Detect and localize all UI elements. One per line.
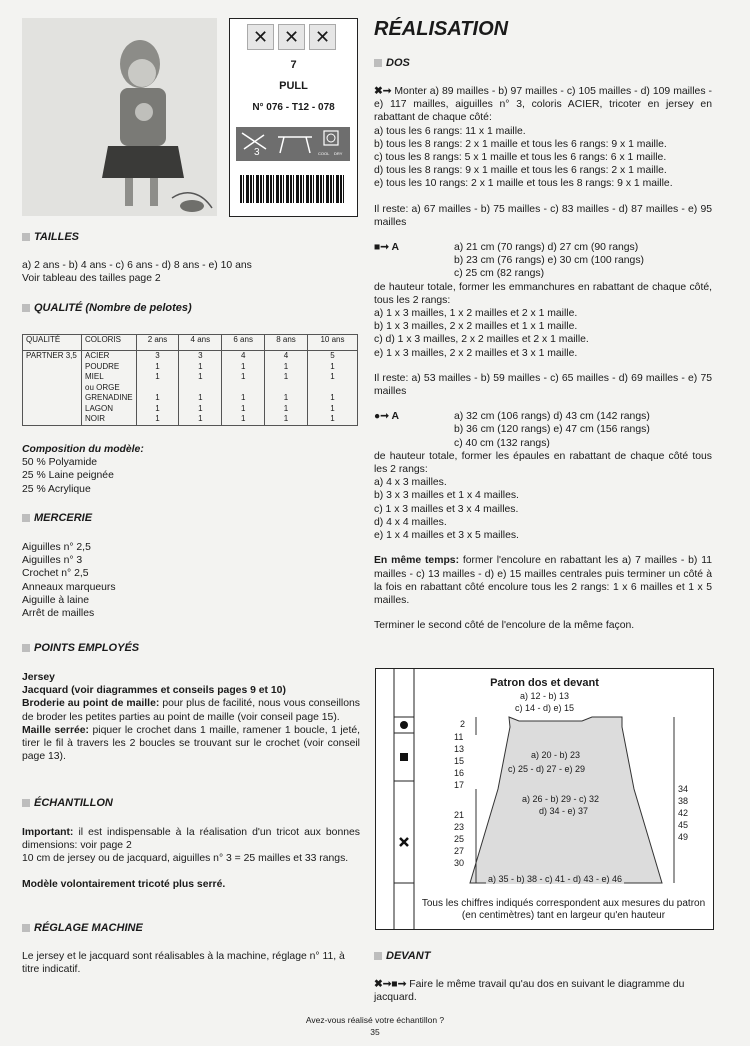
yarn-table: QUALITÉ COLORIS 2 ans 4 ans 6 ans 8 ans 10 ans PARTNER 3,5 ACIER POUDRE MIEL ou ORGE GRENADINE LAGON NOIR 3 1 1 1 1 1 3 1 1 1 1 1 4 1 1 1 1 1 4 1 1 1 1 1 5 1 1 1 1 1 [22,334,358,426]
schema-left-upper: 11 13 15 16 17 [454,732,465,790]
echantillon-heading: ÉCHANTILLON [22,797,113,809]
mercerie-heading: MERCERIE [22,512,92,524]
pattern-card [229,18,358,217]
mercerie-list: Aiguilles n° 2,5 Aiguilles n° 3 Crochet n° 2,5 Anneaux marqueurs Aiguille à laine Arrêt de mailles [22,542,116,620]
schema-low2: d) 34 - e) 37 [539,806,589,816]
schema-right: 34 38 42 45 49 [678,784,689,842]
square-icon: ■➞ [374,242,392,254]
dos-heading: DOS [374,57,410,69]
schema-bottom: a) 35 - b) 38 - c) 41 - d) 43 - e) 46 [488,874,623,884]
schema-top2: c) 14 - d) e) 15 [514,703,575,713]
needle-size: 3 [254,147,260,158]
card-reference: N° 076 - T12 - 078 [252,102,335,113]
care-label-2: DRY [334,151,343,156]
qualite-heading: QUALITÉ (Nombre de pelotes) [22,302,192,314]
care-icons [236,127,350,161]
cross-icon: ✖➞ [374,86,395,97]
devant-text: ✖➞■➞ Faire le même travail qu'au dos en suivant le diagramme du jacquard. [374,979,685,1004]
realisation-title: RÉALISATION [374,18,509,40]
combined-icons: ✖➞■➞ [374,979,410,990]
schema-title: Patron dos et devant [490,677,599,689]
schema-low1: a) 26 - b) 29 - c) 32 [522,794,600,804]
composition: Composition du modèle: 50 % Polyamide 25 % Laine peignée 25 % Acrylique [22,444,144,495]
schema-mid1: a) 20 - b) 23 [531,750,581,760]
model-photo [22,18,217,216]
schema-left-lower: 21 23 25 27 30 [454,810,465,868]
schema-top1: a) 12 - b) 13 [519,691,570,701]
points-text: Jersey Jacquard (voir diagrammes et conseils pages 9 et 10) Broderie au point de maille: pour plus de facilité, nous vous conseillons de broder les petites parties au point de maille (voir conseil page 15). Maille serrée: piquer le crochet dans 1 maille, ramener 1 boucle, 1 jeté, tirer le fil à travers les 2 boucles se trouvant sur le crochet (voir conseil page 13). [22,672,360,763]
needles-icon: ✕ ✕ ✕ [247,24,336,50]
reglage-heading: RÉGLAGE MACHINE [22,922,143,934]
card-number: 7 [290,59,297,71]
schema-mid2: c) 25 - d) 27 - e) 29 [508,764,586,774]
care-label-1: COOL [318,151,330,156]
devant-heading: DEVANT [374,950,430,962]
echantillon-text: Important: il est indispensable à la réalisation d'un tricot aux bonnes dimensions: voir page 2 10 cm de jersey ou de jacquard, aiguilles n° 3 = 25 mailles et 33 rangs. Modèle volontairement tricoté plus serré. [22,827,360,890]
dot-icon: ●➞ [374,411,392,423]
tailles-heading: TAILLES [22,231,79,243]
pattern-schema [375,668,714,930]
schema-small: 2 [460,719,466,729]
reglage-text: Le jersey et le jacquard sont réalisables à la machine, réglage n° 11, à titre indicatif. [22,951,345,976]
footer-question: Avez-vous réalisé votre échantillon ? [305,1015,445,1025]
barcode [240,175,346,203]
schema-caption: Tous les chiffres indiqués correspondent aux mesures du patron (en centimètres) tant en largeur qu'en hauteur [421,898,706,921]
points-heading: POINTS EMPLOYÉS [22,642,139,654]
dos-instructions: ✖➞ Monter a) 89 mailles - b) 97 mailles - c) 105 mailles - d) 109 mailles - e) 117 mailles, aiguilles n° 3, coloris ACIER, tricoter en jersey en rabattant de chaque côté: a) tous les 6 rangs: 11 x 1 maille. b) tous les 8 rangs: 2 x 1 maille et tous les 6 rangs: 9 x 1 maille. c) tous les 8 rangs: 5 x 1 maille et tous les 6 rangs: 6 x 1 maille. d) tous les 8 rangs: 9 x 1 maille et tous les 6 rangs: 2 x 1 maille. e) tous les 10 rangs: 2 x 1 maille et tous les 8 rangs: 9 x 1 maille. Il reste: a) 67 mailles - b) 75 mailles - c) 83 mailles - d) 87 mailles - e) 95 mailles ■➞ A a) 21 cm (70 rangs) d) 27 cm (90 rangs) b) 23 cm (76 rangs) e) 30 cm (100 rangs) c) 25 cm (82 rangs) de hauteur totale, former les emmanchures en rabattant de chaque côté, tous les 2 rangs: a) 1 x 3 mailles, 1 x 2 mailles et 2 x 1 maille. b) 1 x 3 mailles, 2 x 2 mailles et 1 x 1 maille. c) d) 1 x 3 mailles, 2 x 2 mailles et 2 x 1 maille. e) 1 x 3 mailles, 2 x 2 mailles et 3 x 1 maille. Il reste: a) 53 mailles - b) 59 mailles - c) 65 mailles - d) 69 mailles - e) 75 mailles ●➞ A a) 32 cm (106 rangs) d) 43 cm (142 rangs) b) 36 cm (120 rangs) e) 47 cm (156 rangs) c) 40 cm (132 rangs) de hauteur totale, former les épaules en rabattant de chaque côté tous les 2 rangs: a) 4 x 3 mailles. b) 3 x 3 mailles et 1 x 4 mailles. c) 1 x 3 mailles et 3 x 4 mailles. d) 4 x 4 mailles. e) 1 x 4 mailles et 3 x 5 mailles. En même temps: former l'encolure en rabattant les a) 7 mailles - b) 11 mailles - c) 13 mailles - d) e) 15 mailles centrales puis terminer un côté à la fois en rabattant côté encolure tous les 2 rangs: 1 x 6 mailles et 1 x 5 mailles. Terminer le second côté de l'encolure de la même façon. [374,86,712,632]
card-type: PULL [279,80,308,92]
page-number: 35 [370,1027,380,1037]
tailles-text: a) 2 ans - b) 4 ans - c) 6 ans - d) 8 ans - e) 10 ans Voir tableau des tailles page 2 [22,260,252,285]
